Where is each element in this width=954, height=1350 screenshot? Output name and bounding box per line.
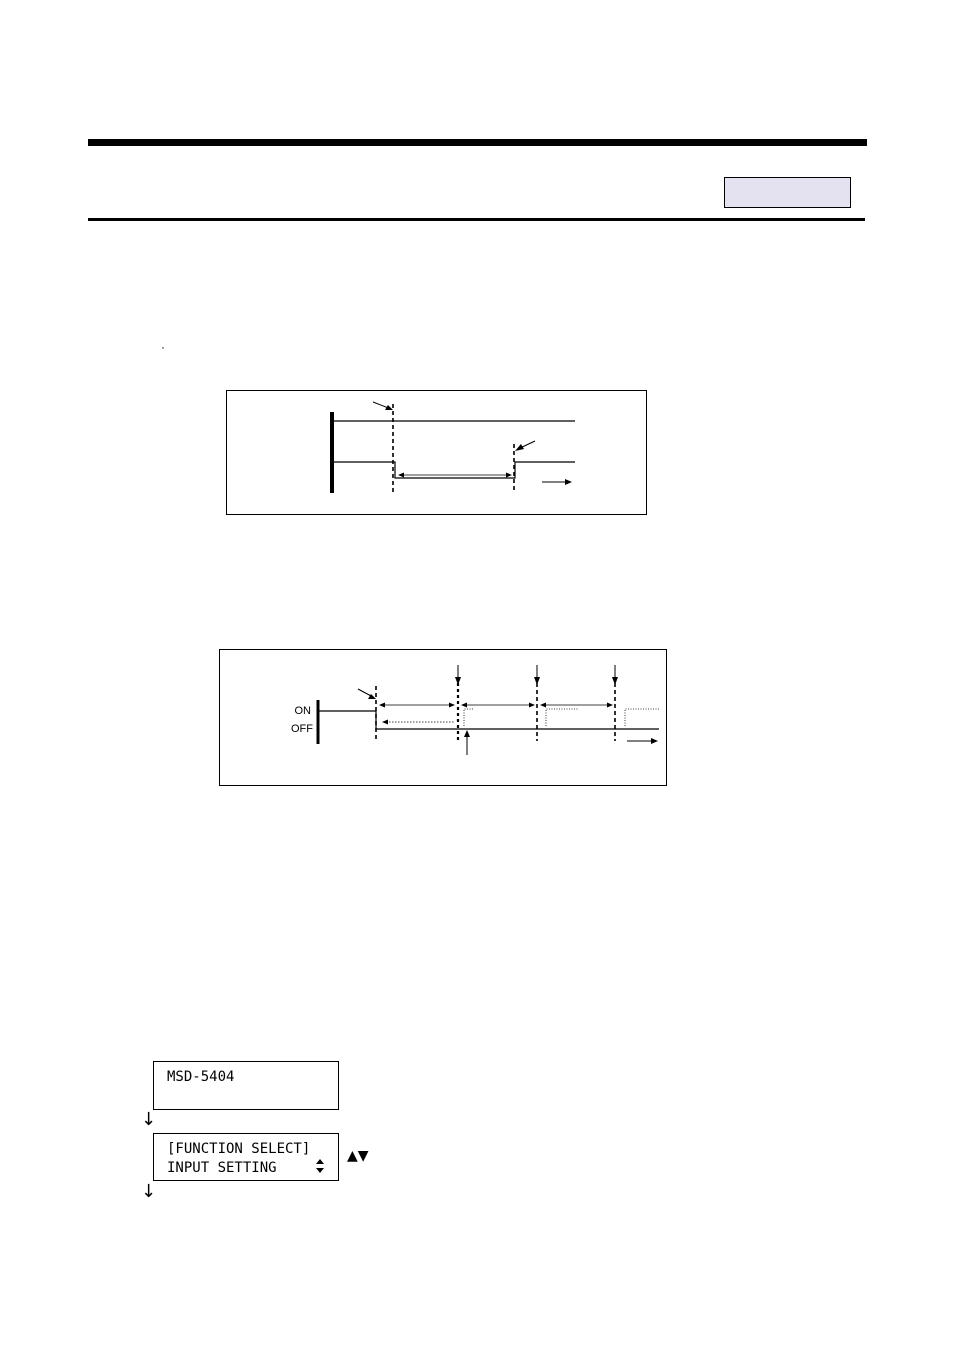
timing-chart-1: [226, 390, 647, 515]
lcd-line-2: INPUT SETTING: [167, 1160, 277, 1176]
nav-keys: [347, 1148, 369, 1164]
label-off: OFF: [291, 723, 313, 735]
timing-chart-2: [219, 649, 667, 786]
lcd-line-1: [FUNCTION SELECT]: [167, 1141, 311, 1157]
up-down-arrows-icon: [315, 1158, 325, 1174]
flow-down-arrow-icon: ↓: [141, 1109, 157, 1130]
header-rule-bottom: [88, 218, 865, 221]
label-on: ON: [294, 705, 311, 717]
down-key-icon: ▼: [357, 1148, 369, 1164]
header-label-box: [724, 177, 851, 208]
lcd-screen-model: [153, 1061, 339, 1110]
body-marker: ·: [161, 340, 165, 354]
header-rule-top: [88, 139, 867, 146]
flow-down-arrow-icon: ↓: [141, 1181, 157, 1202]
up-key-icon: ▲: [347, 1148, 358, 1164]
lcd-line-1: MSD-5404: [167, 1069, 235, 1085]
lcd-screen-function-select: [153, 1133, 339, 1181]
